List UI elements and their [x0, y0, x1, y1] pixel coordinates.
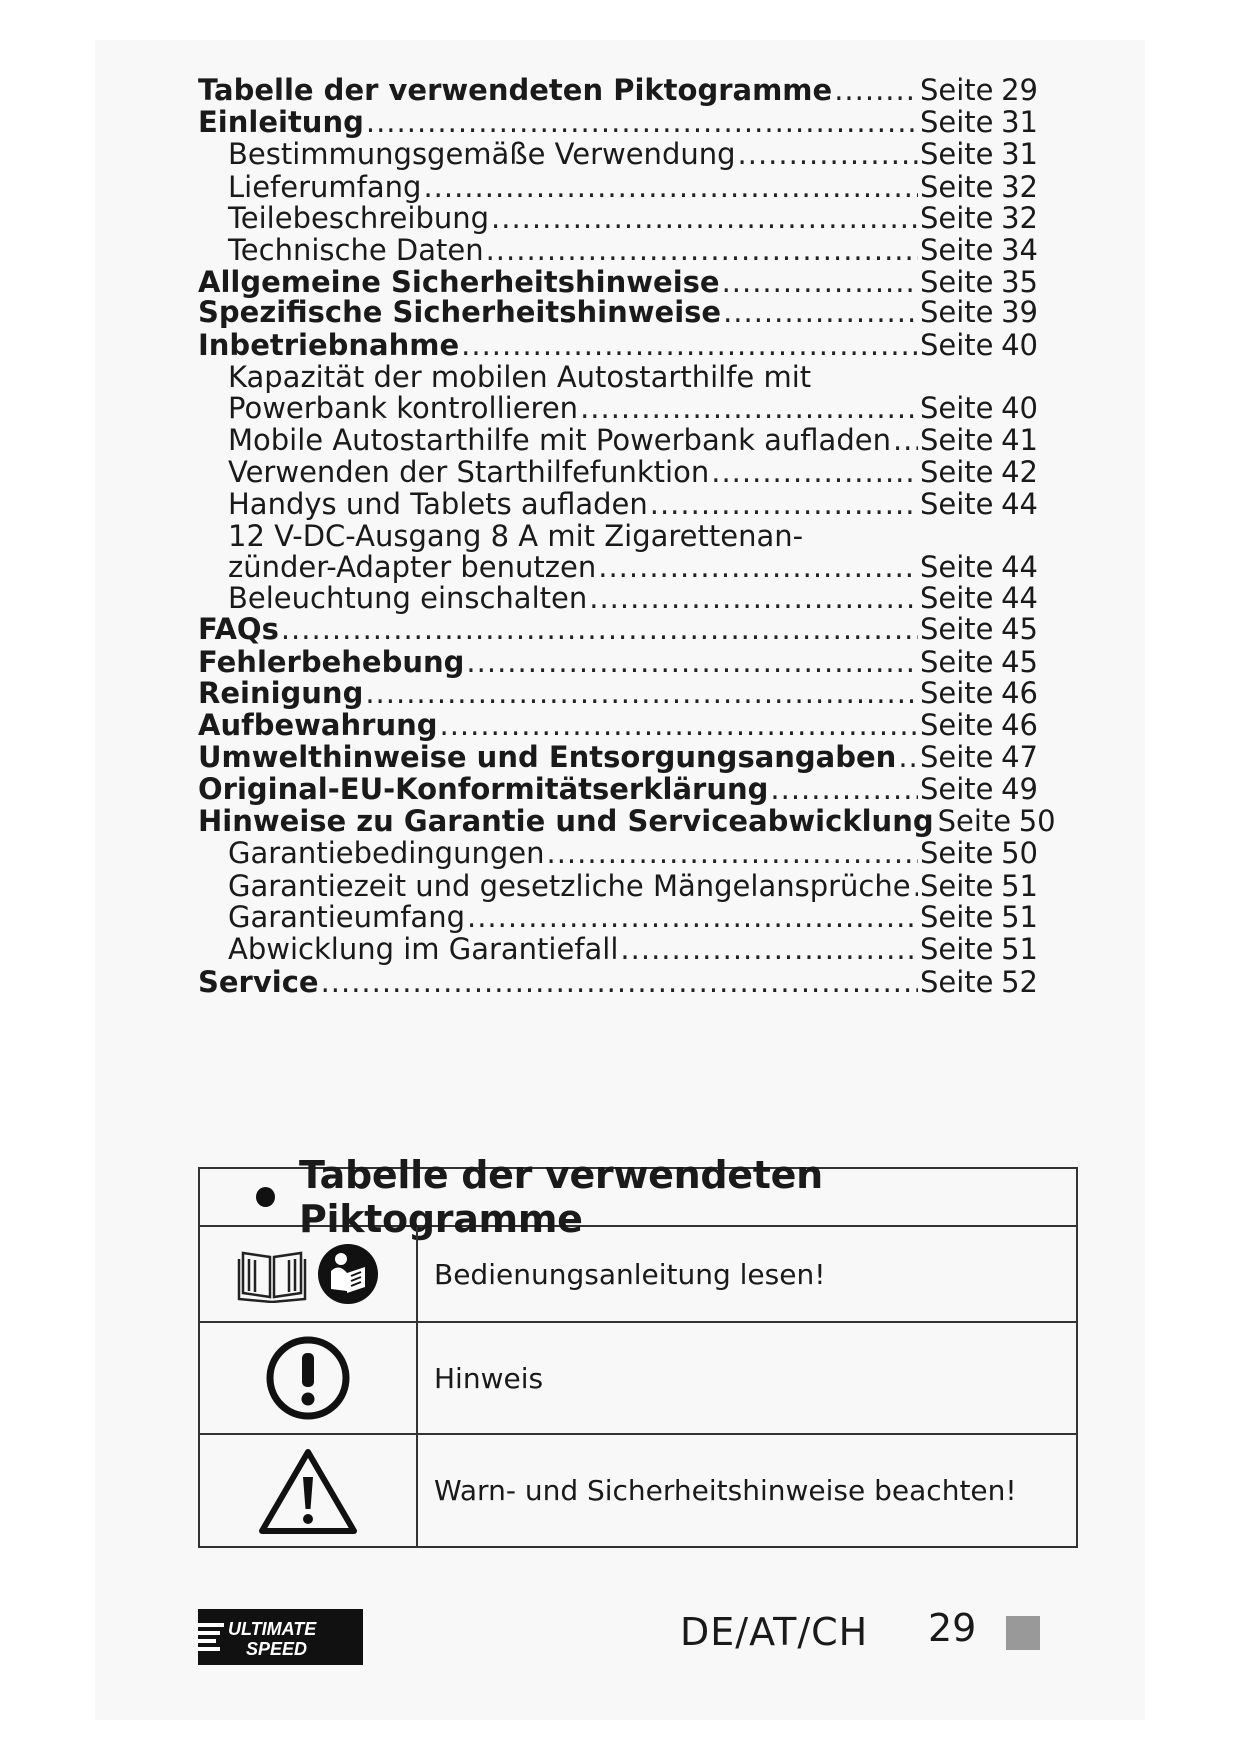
toc-page-label: Seite [920, 201, 994, 235]
toc-page-number: 52 [1001, 965, 1038, 999]
toc-page-number: 51 [1001, 932, 1038, 966]
toc-entry[interactable] [198, 645, 1038, 679]
pictogram-table-header [200, 1153, 1076, 1241]
toc-entry-title: Handys und Tablets aufladen [228, 487, 648, 521]
toc-entry-title: Verwenden der Starthilfefunktion [228, 455, 710, 489]
toc-entry-title: Service [198, 965, 319, 999]
toc-entry-title: Garantiebedingungen [228, 836, 545, 870]
toc-page-number: 45 [1001, 645, 1038, 679]
toc-page-label: Seite [920, 137, 994, 171]
toc-leader-dots [440, 711, 919, 740]
toc-leader-dots [913, 872, 918, 901]
toc-entry-title: 12 V-DC-Ausgang 8 A mit Zigarettenan- [228, 519, 804, 553]
toc-leader-dots [723, 298, 918, 327]
toc-page-number: 34 [1001, 233, 1038, 267]
toc-entry[interactable] [198, 455, 1038, 489]
toc-page-label: Seite [920, 105, 994, 139]
pictogram-row [200, 1227, 1076, 1323]
toc-page-number: 44 [1001, 550, 1038, 584]
toc-entry[interactable] [198, 73, 1038, 107]
toc-page-label: Seite [920, 265, 994, 299]
toc-page-label: Seite [920, 295, 994, 329]
toc-entry[interactable] [198, 360, 1038, 394]
svg-text:ULTIMATE: ULTIMATE [228, 1619, 317, 1639]
toc-entry-title: Einleitung [198, 105, 364, 139]
toc-page-label: Seite [920, 965, 994, 999]
toc-page-number: 51 [1001, 869, 1038, 903]
toc-entry-title: Original-EU-Konformitätserklärung [198, 772, 769, 806]
toc-page-label: Seite [920, 233, 994, 267]
toc-entry[interactable] [198, 423, 1038, 457]
toc-page-number: 49 [1001, 772, 1038, 806]
toc-page-label: Seite [920, 487, 994, 521]
toc-page-number: 44 [1001, 487, 1038, 521]
toc-leader-dots [461, 331, 918, 360]
footer-region: DE/AT/CH [680, 1610, 869, 1654]
open-book-icon [237, 1245, 307, 1303]
toc-entry[interactable] [198, 772, 1038, 806]
toc-page-label: Seite [920, 772, 994, 806]
pictogram-description: Warn- und Sicherheitshinweise beachten! [434, 1474, 1017, 1507]
toc-entry-title: Fehlerbehebung [198, 645, 465, 679]
toc-entry-title: Spezifische Sicherheitshinweise [198, 295, 722, 329]
toc-leader-dots [491, 204, 918, 233]
toc-page-label: Seite [920, 836, 994, 870]
toc-entry-title: Tabelle der verwendeten Piktogramme [198, 73, 833, 107]
toc-page-number: 42 [1001, 455, 1038, 489]
toc-entry[interactable] [198, 965, 1038, 999]
toc-page-label: Seite [920, 612, 994, 646]
toc-entry-title: Garantieumfang [228, 900, 465, 934]
toc-page-number: 31 [1001, 105, 1038, 139]
read-manual-icon [317, 1243, 379, 1305]
toc-entry[interactable] [198, 932, 1038, 966]
toc-entry[interactable] [198, 869, 1038, 903]
toc-page-number: 29 [1001, 73, 1038, 107]
toc-entry[interactable] [198, 612, 1038, 646]
toc-entry-title: Abwicklung im Garantiefall [228, 932, 619, 966]
toc-leader-dots [722, 268, 918, 297]
toc-page-label: Seite [920, 455, 994, 489]
toc-page-number: 50 [1018, 804, 1056, 838]
toc-entry[interactable] [198, 836, 1038, 870]
toc-entry-title: Kapazität der mobilen Autostarthilfe mit [228, 360, 812, 394]
toc-entry[interactable] [198, 201, 1038, 235]
toc-entry[interactable] [198, 328, 1038, 362]
toc-entry[interactable] [198, 391, 1038, 425]
toc-entry[interactable] [198, 740, 1038, 774]
toc-page-label: Seite [920, 676, 994, 710]
toc-page-label: Seite [920, 550, 994, 584]
toc-page-number: 40 [1001, 391, 1038, 425]
toc-page-label: Seite [920, 73, 994, 107]
pictogram-table-title: Tabelle der verwendeten Piktogramme [298, 1153, 823, 1241]
toc-entry-title: Powerbank kontrollieren [228, 391, 579, 425]
bullet-icon [256, 1187, 275, 1207]
pictogram-description: Hinweis [434, 1361, 544, 1395]
toc-page-number: 40 [1001, 328, 1038, 362]
ultimate-speed-logo [198, 1609, 363, 1665]
toc-leader-dots [321, 968, 918, 997]
toc-entry[interactable] [198, 581, 1038, 615]
toc-entry-title: Teilebeschreibung [228, 201, 490, 235]
toc-entry[interactable] [198, 519, 1038, 553]
toc-leader-dots [546, 839, 918, 868]
toc-entry[interactable] [198, 265, 1038, 299]
toc-leader-dots [898, 743, 918, 772]
toc-page-number: 46 [1001, 676, 1038, 710]
toc-entry[interactable] [198, 900, 1038, 934]
toc-leader-dots [620, 935, 918, 964]
toc-page-label: Seite [920, 932, 994, 966]
toc-entry-title: Lieferumfang [228, 170, 422, 204]
toc-entry[interactable] [198, 105, 1038, 139]
toc-entry-title: Aufbewahrung [198, 708, 438, 742]
toc-entry[interactable] [198, 804, 1056, 838]
toc-page-label: Seite [920, 423, 994, 457]
toc-entry[interactable] [198, 295, 1038, 329]
toc-page-label: Seite [920, 328, 994, 362]
toc-leader-dots [281, 615, 918, 644]
toc-page-number: 31 [1001, 137, 1038, 171]
toc-page-label: Seite [920, 645, 994, 679]
toc-entry-title: zünder-Adapter benutzen [228, 550, 597, 584]
toc-leader-dots [365, 679, 918, 708]
toc-page-number: 44 [1001, 581, 1038, 615]
toc-entry[interactable] [198, 487, 1038, 521]
toc-page-number: 51 [1001, 900, 1038, 934]
warning-triangle-icon [258, 1447, 358, 1535]
toc-leader-dots [589, 584, 918, 613]
toc-entry[interactable] [198, 676, 1038, 710]
toc-page-label: Seite [920, 708, 994, 742]
toc-page-label: Seite [920, 581, 994, 615]
toc-leader-dots [598, 553, 918, 582]
toc-page-number: 47 [1001, 740, 1038, 774]
toc-page-label: Seite [920, 740, 994, 774]
toc-page-number: 35 [1001, 265, 1038, 299]
toc-page-label: Seite [920, 391, 994, 425]
pictogram-table [198, 1153, 1078, 1548]
toc-page-label: Seite [920, 900, 994, 934]
toc-entry-title: Umwelthinweise und Entsorgungsangaben [198, 740, 897, 774]
toc-entry-title: Hinweise zu Garantie und Serviceabwicklung [198, 804, 934, 838]
toc-entry[interactable] [198, 550, 1038, 584]
toc-entry-title: Technische Daten [228, 233, 484, 267]
toc-entry[interactable] [198, 233, 1038, 267]
toc-leader-dots [834, 76, 918, 105]
toc-entry-title: Garantiezeit und gesetzliche Mängelansprüche [228, 869, 911, 903]
toc-entry[interactable] [198, 708, 1038, 742]
toc-leader-dots [738, 140, 918, 169]
toc-leader-dots [467, 903, 918, 932]
page-marker-square [1006, 1616, 1040, 1650]
toc-entry[interactable] [198, 170, 1038, 204]
toc-leader-dots [423, 173, 918, 202]
svg-text:SPEED: SPEED [246, 1639, 308, 1659]
toc-page-number: 45 [1001, 612, 1038, 646]
toc-page-number: 41 [1001, 423, 1038, 457]
toc-entry-title: Bestimmungsgemäße Verwendung [228, 137, 736, 171]
toc-page-number: 46 [1001, 708, 1038, 742]
page-number: 29 [928, 1606, 977, 1650]
toc-page-number: 32 [1001, 170, 1038, 204]
toc-page-number: 39 [1001, 295, 1038, 329]
toc-entry-title: Inbetriebnahme [198, 328, 460, 362]
toc-entry[interactable] [198, 137, 1038, 171]
toc-page-label: Seite [920, 869, 994, 903]
toc-entry-title: Beleuchtung einschalten [228, 581, 588, 615]
toc-leader-dots [466, 648, 918, 677]
toc-leader-dots [650, 490, 918, 519]
toc-leader-dots [486, 236, 918, 265]
pictogram-row [200, 1323, 1076, 1435]
toc-entry-title: Mobile Autostarthilfe mit Powerbank aufladen [228, 423, 891, 457]
toc-leader-dots [711, 458, 918, 487]
toc-leader-dots [893, 426, 918, 455]
toc-leader-dots [366, 108, 918, 137]
pictogram-row [200, 1435, 1076, 1546]
toc-leader-dots [580, 394, 918, 423]
toc-leader-dots [770, 775, 918, 804]
exclamation-circle-icon [265, 1335, 351, 1421]
toc-page-label: Seite [920, 170, 994, 204]
toc-entry-title: Allgemeine Sicherheitshinweise [198, 265, 720, 299]
toc-entry-title: FAQs [198, 612, 279, 646]
toc-entry-title: Reinigung [198, 676, 364, 710]
pictogram-description: Bedienungsanleitung lesen! [434, 1257, 826, 1291]
toc-page-label: Seite [937, 804, 1012, 838]
toc-page-number: 50 [1001, 836, 1038, 870]
toc-page-number: 32 [1001, 201, 1038, 235]
